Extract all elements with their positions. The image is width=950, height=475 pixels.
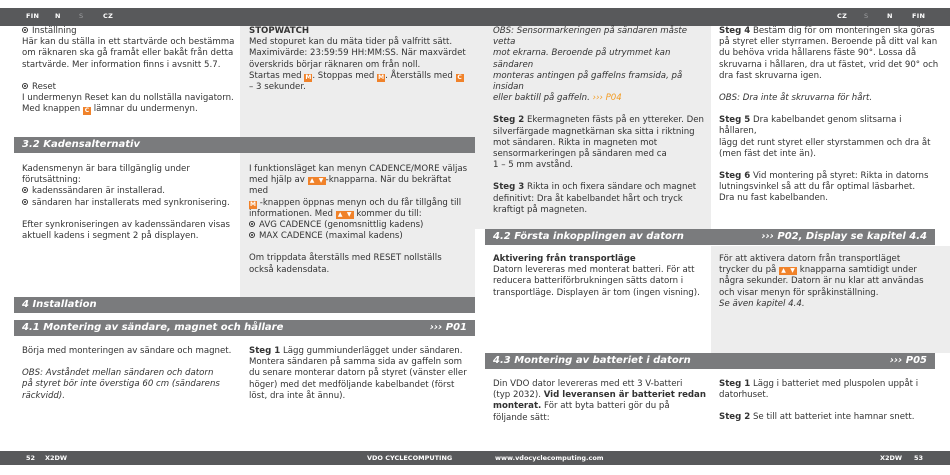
lang-n: N: [55, 12, 61, 20]
footer-bar-left: [0, 451, 475, 465]
section-title: 4.1 Montering av sändare, magnet och hållare: [22, 322, 284, 333]
radio-bullet-icon: [22, 187, 28, 193]
section-title: 3.2 Kadensalternativ: [22, 139, 140, 150]
battery-intro-text: Din VDO dator levereras med ett 3 V-batteri (typ 2032). Vid leveransen är batteriet redan monterat. För att byta batteri gör du på följande sätt:: [493, 379, 706, 423]
lang-s: S: [79, 12, 84, 20]
lang-n: N: [887, 12, 893, 20]
section-header-4-1: [14, 320, 475, 336]
mounting-steps-4-6-text: Steg 4 Bestäm dig för om monteringen ska göras på styret eller styrramen. Beroende på ditt val kan du behöva vrida hållarens fäste 90°. Lossa då skruvarna i hållaren, dra ut fästet, vrid det 90° och dra fast skruvarna igen. OBS: Dra inte åt skruvarna för hårt. Steg 5 Dra kabelbandet genom slitsarna i hållaren, lägg det runt styret eller styrstammen och dra åt (men fäst det inte än). Steg 6 Vid montering på styret: Rikta in datorns lutningsvinkel så att du får optimal läsbarhet. Dra nu fast kabelbanden.: [719, 26, 939, 204]
lang-cz: CZ: [837, 12, 848, 20]
cadence-menu-text: I funktionsläget kan menyn CADENCE/MORE väljas med hjälp av ▲ ▼ -knapparna. När du bekräftat med M -knappen öppnas menyn och du får tillgång till informationen. Med ▲ ▼ kommer du till: AVG CADENCE (genomsnittlig kadens) MAX CADENCE (maximal kadens) Om trippdata återställs med RESET nollställs också kadensdata.: [249, 164, 468, 275]
section-header-4-2: [485, 229, 935, 245]
section-title: 4 Installation: [22, 299, 97, 310]
lang-fin: FIN: [912, 12, 926, 20]
section-header-3-2: [14, 137, 475, 153]
website-link: www.vdocyclecomputing.com: [495, 454, 604, 462]
model-name: X2DW: [45, 454, 68, 462]
figure-reference: ››› P02, Display se kapitel 4.4: [761, 231, 927, 242]
arrow-up-icon: ▲: [308, 177, 317, 185]
header-language-bar-left: [0, 8, 475, 26]
stopwatch-text: STOPWATCH Med stopuret kan du mäta tider på valfritt sätt. Maximivärde: 23:59:59 HH:MM:SS. När maxvärdet överskrids börjar räknaren om från noll. Startas med M. Stoppas med M. Återställs med C – 3 sekunder.: [249, 26, 471, 93]
c-key-icon: C: [457, 73, 462, 81]
transport-mode-text: Aktivering från transportläge Datorn levereras med monterat batteri. För att reducera batteriförbrukningen sätts datorn i transportläge. Displayen är tom (ingen visning).: [493, 254, 708, 299]
transport-title: Aktivering från transportläge: [493, 254, 636, 264]
sensor-note-text: OBS: Sensormarkeringen på sändaren måste vetta mot ekrarna. Beroende på utrymmet kan sändaren monteras antingen på gaffelns framsida, på insidan eller baktill på gaffeln. ››› P04 Steg 2 Ekermagneten fästs på en yttereker. Den silverfärgade magnetkärnan ska sitta i riktning mot sändaren. Rikta in magneten mot sensormarkeringen på sändaren med ca 1 – 5 mm avstånd. Steg 3 Rikta in och fixera sändare och magnet definitivt: Dra åt kabelbandet hårt och tryck kraftigt på magneten.: [493, 26, 704, 215]
section-title: 4.3 Montering av batteriet i datorn: [493, 355, 691, 366]
lang-s: S: [864, 12, 869, 20]
m-key-icon: M: [378, 73, 385, 81]
model-name: X2DW: [880, 454, 903, 462]
radio-bullet-icon: [22, 199, 28, 205]
page-number: 52: [26, 454, 36, 462]
header-language-bar-right: [475, 8, 950, 26]
intro-settings-text: Inställning Här kan du ställa in ett startvärde och bestämma om räknaren ska gå framåt eller bakåt från detta startvärde. Mer information finns i avsnitt 5.7. Reset I undermenyn Reset kan du nollställa navigatorn. Med knappen C lämnar du undermenyn.: [22, 26, 235, 115]
radio-bullet-icon: [249, 221, 255, 227]
arrow-up-icon: ▲: [779, 267, 788, 275]
arrow-down-icon: ▼: [317, 177, 326, 185]
transport-activation-text: För att aktivera datorn från transportläget trycker du på ▲ ▼ knapparna samtidigt under några sekunder. Datorn är nu klar att användas och visar menyn för språkinställning. Se även kapitel 4.4.: [719, 254, 924, 309]
page-number: 53: [914, 454, 924, 462]
figure-reference: ››› P04: [592, 93, 622, 104]
mounting-intro-text: Börja med monteringen av sändare och magnet. OBS: Avståndet mellan sändaren och datorn på styret bör inte överstiga 60 cm (sändarens räckvidd).: [22, 346, 232, 401]
lang-cz: CZ: [103, 12, 114, 20]
lang-fin: FIN: [26, 12, 40, 20]
c-key-icon: C: [84, 107, 90, 115]
radio-bullet-icon: [22, 83, 28, 89]
figure-reference: ››› P05: [889, 355, 927, 366]
arrow-up-icon: ▲: [336, 211, 345, 219]
stopwatch-title: STOPWATCH: [249, 26, 310, 36]
arrow-down-icon: ▼: [788, 267, 797, 275]
battery-steps-text: Steg 1 Lägg i batteriet med pluspolen uppåt i datorhuset. Steg 2 Se till att batteriet inte hamnar snett.: [719, 379, 919, 423]
m-key-icon: M: [305, 73, 312, 81]
section-header-4: [14, 297, 475, 313]
section-header-4-3: [485, 353, 935, 369]
cadence-requirements-text: Kadensmenyn är bara tillgänglig under förutsättning: kadenssändaren är installerad. sändaren har installerats med synkronisering. Efter synkroniseringen av kadenssändaren visas aktuell kadens i segment 2 på displayen.: [22, 164, 230, 242]
arrow-down-icon: ▼: [345, 211, 354, 219]
brand-name: VDO CYCLECOMPUTING: [367, 454, 453, 462]
m-key-icon: M: [250, 200, 256, 208]
radio-bullet-icon: [249, 232, 255, 238]
mounting-step1-text: Steg 1 Lägg gummiunderlägget under sändaren. Montera sändaren på samma sida av gaffeln som du senare monterar datorn på styret (vänster eller höger) med det medföljande kabelbandet (först löst, dra inte åt ännu).: [249, 346, 467, 401]
footer-bar-right: [475, 451, 950, 465]
figure-reference: ››› P01: [429, 322, 467, 333]
section-title: 4.2 Första inkopplingen av datorn: [493, 231, 684, 242]
radio-bullet-icon: [22, 27, 28, 33]
